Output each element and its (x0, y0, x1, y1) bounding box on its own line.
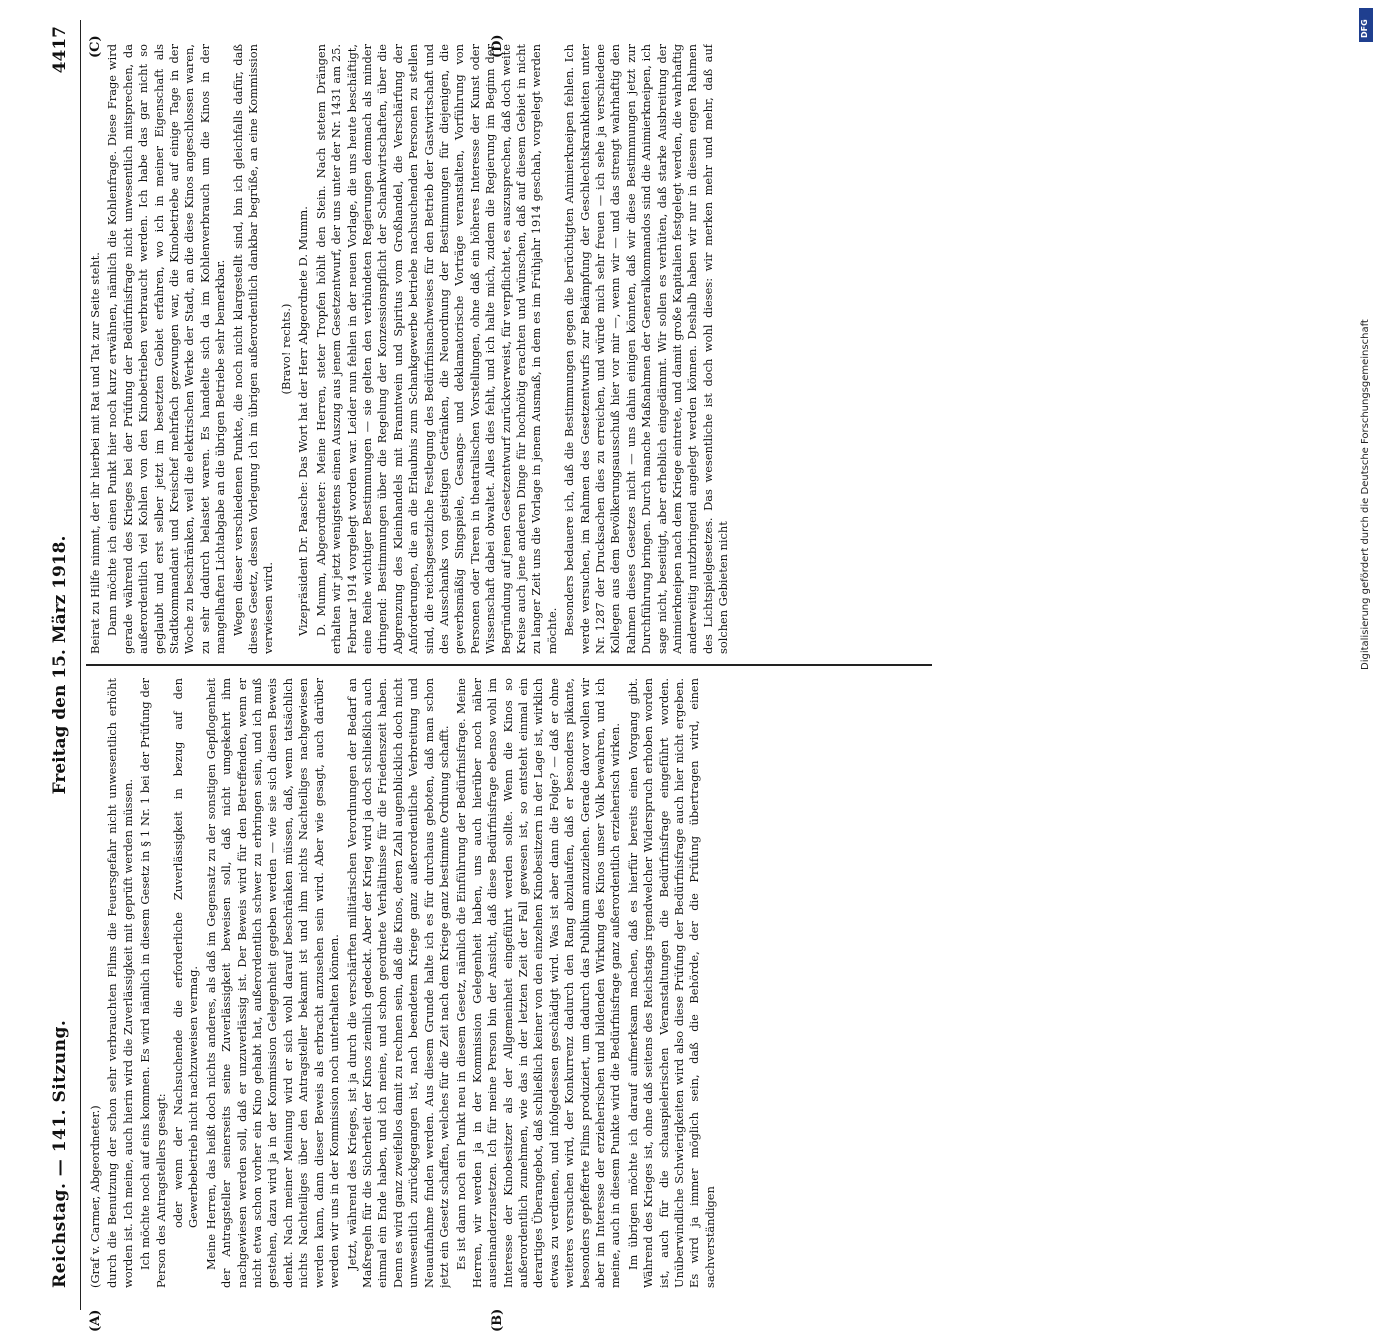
header-session: Reichstag. — 141. Sitzung. (50, 1019, 70, 1288)
paragraph: Besonders bedauere ich, daß die Bestimmungen gegen die berüchtigten Animierkneipen fehlen. Ich werde versuchen, im Rahmen des Gesetzentwurfs zur Bekämpfung der Geschlechtskrankheiten unter Nr. 1287 der Drucksachen dies zu erreichen, und würde mich sehr freuen — ich sehe ja verschiedene Kollegen aus dem Bevölkerungsausschuß hier vor mir —, wenn wir — und das strengt wahrhaftig den Rahmen dieses Gesetzes nicht — uns dahin einigen könnten, daß wir diese Bestimmungen jetzt zur Durchführung bringen. Durch manche Maßnahmen der Generalkommandos sind die Animierkneipen, ich sage nicht, beseitigt, aber erheblich eingedämmt. Wir sollen es verhüten, daß starke Ausbreitung der Animierkneipen nach dem Kriege eintrete, und damit große Kapitalien festgelegt werden, die wahrhaftig anderweitig nutzbringend angelegt werden können. Deshalb haben wir nur in diesem engen Rahmen des Lichtspielgesetzes. Das wesentliche ist doch wohl dieses: wir merken mehr und mehr, daß auf solchen Gebieten nicht (562, 44, 731, 654)
header-date: Freitag den 15. März 1918. (50, 535, 70, 795)
paragraph: (Graf v. Carmer, Abgeordneter.) (88, 1105, 102, 1288)
paragraph: Es ist dann noch ein Punkt neu in diesem Gesetz, nämlich die Einführung der Bedürfnisfrage. Meine Herren, wir werden ja in der Kommission Gelegenheit haben, uns auch hierüber noch näher auseinanderzusetzen. Ich für meine Person bin der Ansicht, daß diese Bedürfnisfrage ebenso wohl im Interesse der Kinobesitzer als der Allgemeinheit eingeführt werden sollte. Wenn die Kinos so außerordentlich zunehmen, wie das in der letzten Zeit der Fall gewesen ist, so entsteht einmal ein derartiges Überangebot, daß schließlich keiner von den einzelnen Kinobesitzern in der Lage ist, wirklich etwas zu verdienen, und infolgedessen geschädigt wird. Was ist aber dann die Folge? — daß er ohne weiteres versuchen wird, der Konkurrenz dadurch den Rang abzulaufen, daß er besonders pikante, besonders gepfefferte Films produziert, um dadurch das Publikum anzuziehen. Gerade davor wollen wir aber im Interesse der erzieherischen und bildenden Wirkung des Kinos unser Volk bewahren, und ich meine, auch in diesem Punkte wird die Bedürfnisfrage ganz außerordentlich erzieherisch wirken. (454, 678, 623, 1288)
reichstag-protocol-page (40, 20, 940, 1332)
left-text-column (88, 678, 928, 1288)
digitization-note (1360, 10, 1374, 670)
right-text-column (88, 44, 928, 654)
paragraph: (Bravo! rechts.) (278, 303, 293, 395)
paragraph: D. Mumm, Abgeordneter: Meine Herren, steter Tropfen höhlt den Stein. Nach stetem Drängen erhalten wir jetzt wenigstens einen Auszug aus jenem Gesetzentwurf, der uns unter der Nr. 1431 am 25. Februar 1914 vorgelegt worden war. Leider nun fehlen in der neuen Vorlage, die uns heute beschäftigt, eine Reihe wichtiger Bestimmungen — sie gelten den verbündeten Regierungen demnach als minder dringend: Bestimmungen über die Regelung der Konzessionspflicht der Schankwirtschaften, über die Abgrenzung des Kleinhandels mit Branntwein und Spiritus vom Großhandel, die Verschärfung der Anforderungen, die an die Erlaubnis zum Schankgewerbe betriebe nachsuchenden Personen zu stellen sind, die reichsgesetzliche Festlegung des Bedürfnisnachweises für den Betrieb der Gastwirtschaft und des Ausschanks von geistigen Getränken, die Neuordnung der Bestimmungen für diejenigen, die gewerbsmäßig Singspiele, Gesangs- und deklamatorische Vorträge veranstalten, Vorführung von Personen oder Tieren in theatralischen Vorstellungen, ohne daß ein höheres Interesse der Kunst oder Wissenschaft dabei obwaltet. Alles dies fehlt, und ich halte mich, zudem die Regierung im Beginn der Begründung auf jenen Gesetzentwurf zurückverweist, für verpflichtet, es auszusprechen, daß doch weite Kreise auch jene anderen Dinge für hochnötig erachten und wünschen, daß auf diesem Gebiet in nicht zu langer Zeit uns die Vorlage in jenem Ausmaß, in dem es im Frühjahr 1914 geschah, vorgelegt werden möchte. (313, 44, 559, 654)
paragraph: Wegen dieser verschiedenen Punkte, die noch nicht klargestellt sind, bin ich gleichfalls dafür, daß dieses Gesetz, dessen Vorlegung ich im übrigen außerordentlich dankbar begrüße, an eine Kommission verwiesen wird. (230, 44, 276, 654)
paragraph: Beirat zu Hilfe nimmt, der ihr hierbei mit Rat und Tat zur Seite steht. (88, 252, 102, 654)
paragraph: Ich möchte noch auf eins kommen. Es wird nämlich in diesem Gesetz in § 1 Nr. 1 bei der Prüfung der Person des Antragstellers gesagt: (138, 678, 168, 1288)
paragraph: Im übrigen möchte ich darauf aufmerksam machen, daß es hierfür bereits einen Vorgang gibt. Während des Krieges ist, ohne daß seitens des Reichstags irgendwelcher Widerspruch erhoben worden ist, auch für die schauspielerischen Veranstaltungen die Bedürfnisfrage eingeführt worden. Unüberwindliche Schwierigkeiten wird also diese Prüfung der Bedürfnisfrage auch hier nicht ergeben. Es wird ja immer möglich sein, daß die Behörde, der die Prüfung übertragen wird, einen sachverständigen (625, 678, 717, 1288)
paragraph: oder wenn der Nachsuchende die erforderliche Zuverlässigkeit in bezug auf den Gewerbebetrieb nicht nachzuweisen vermag. (171, 678, 201, 1228)
dfg-logo: DFG (1359, 8, 1373, 42)
page-header (40, 20, 81, 1310)
paragraph: Vizepräsident Dr. Paasche: Das Wort hat der Herr Abgeordnete D. Mumm. (296, 206, 311, 636)
digitization-note-text: Digitalisierung gefördert durch die Deutsche Forschungsgemeinschaft (1360, 319, 1371, 670)
margin-mark-a: (A) (88, 1309, 103, 1332)
paragraph: Jetzt, während des Krieges, ist ja durch die verschärften militärischen Verordnungen der Bedarf an Maßregeln für die Sicherheit der Kinos ziemlich gedeckt. Aber der Krieg wird ja doch schließlich auch einmal ein Ende haben, und ich meine, und schon geordnete Verhältnisse für die Friedenszeit haben. Denn es wird ganz zweifellos damit zu rechnen sein, daß die Kinos, deren Zahl augenblicklich doch nicht unwesentlich zurückgegangen ist, nach beendetem Kriege ganz außerordentliche Verbreitung und Neuaufnahme finden werden. Aus diesem Grunde halte ich es für durchaus geboten, daß man schon jetzt ein Gesetz schaffen, welches für die Zeit nach dem Kriege ganz bestimmte Ordnung schafft. (344, 678, 451, 1288)
column-divider (86, 665, 932, 667)
header-page-number: 4417 (50, 26, 70, 74)
margin-mark-d: (D) (490, 34, 505, 58)
margin-mark-c: (C) (88, 35, 103, 58)
margin-mark-b: (B) (490, 1308, 505, 1332)
paragraph: Meine Herren, das heißt doch nichts anderes, als daß im Gegensatz zu der sonstigen Gepflogenheit der Antragsteller seinerseits seine Zuverlässigkeit beweisen soll, daß nicht umgekehrt ihm nachgewiesen werden soll, daß er unzuverlässig ist. Der Beweis wird für den Betreffenden, wenn er nicht etwa schon vorher ein Kino gehabt hat, außerordentlich schwer zu erbringen sein, und ich muß gestehen, dazu wird ja in der Kommission Gelegenheit gegeben werden — wie sie sich diesen Beweis denkt. Nach meiner Meinung wird er sich wohl darauf beschränken müssen, daß, wenn tatsächlich nichts Nachteiliges über den Antragsteller bekannt ist und ihm nichts Nachteiliges nachgewiesen werden kann, dann dieser Beweis als erbracht anzusehen sein wird. Aber wie gesagt, auch darüber werden wir uns in der Kommission noch unterhalten können. (203, 678, 342, 1288)
paragraph: Dann möchte ich einen Punkt hier noch kurz erwähnen, nämlich die Kohlenfrage. Diese Frage wird gerade während des Krieges bei der Prüfung der Bedürfnisfrage nicht unwesentlich mitsprechen, da außerordentlich viel Kohlen von den Kinobetrieben verbraucht werden. Ich habe das gar nicht so geglaubt und erst selber jetzt im besetzten Gebiet erfahren, wo ich in meiner Eigenschaft als Stadtkommandant und Kreischef mehrfach gezwungen war, die Kinobetriebe auf einige Tage in der Woche zu beschränken, weil die elektrischen Werke der Stadt, an die diese Kinos angeschlossen waren, zu sehr dadurch belastet waren. Es handelte sich da im Kohlenverbrauch um die Kinos in der mangelhaften Lichtabgabe an die übrigen Betriebe sehr bemerkbar. (105, 44, 228, 654)
paragraph: durch die Benutzung der schon sehr verbrauchten Films die Feuersgefahr nicht unwesentlich erhöht worden ist. Ich meine, auch hierin wird die Zuverlässigkeit mit geprüft werden müssen. (105, 678, 135, 1288)
